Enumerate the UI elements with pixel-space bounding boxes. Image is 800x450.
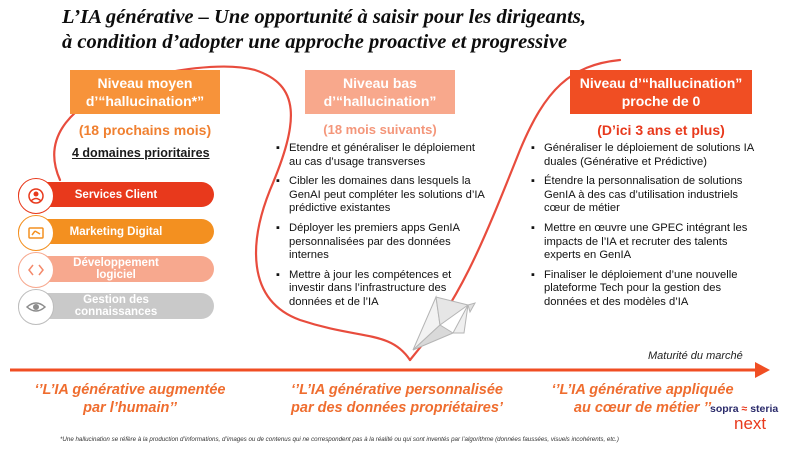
- footnote: *Une hallucination se réfère à la production d’informations, d’images ou de contenus qui ne correspondent pas à la réalité ou qui sont inventés par l’algorithme (données faussées, visuels incohérents, etc.): [60, 436, 619, 443]
- list-item: ▪ Généraliser le déploiement de solutions IA duales (Générative et Prédictive): [531, 142, 763, 169]
- bottom-statement-3: ‘’L’IA générative appliquée au cœur de métier ’’: [551, 382, 734, 416]
- level-box-low: Niveau bas d’“hallucination”: [305, 70, 455, 114]
- list-item: ▪ Cibler les domaines dans lesquels la GenAI peut compléter les solutions d’IA prédictive existantes: [276, 175, 486, 216]
- level-box-near-zero: Niveau d’“hallucination” proche de 0: [570, 70, 752, 114]
- eye-icon: [18, 289, 54, 325]
- bullets-column-2: [276, 142, 486, 316]
- period-label: (D’ici 3 ans et plus): [597, 122, 725, 138]
- customer-service-icon: [18, 178, 54, 214]
- list-item: ▪ Mettre en œuvre une GPEC intégrant les impacts de l’IA et recruter des talents experts en GenIA: [531, 222, 763, 263]
- code-icon: [18, 252, 54, 288]
- domains-heading: 4 domaines prioritaires: [72, 146, 210, 160]
- domain-pill-software: Développement logiciel: [18, 256, 214, 282]
- bullets-column-3: [531, 142, 763, 316]
- domain-pill-marketing: Marketing Digital: [18, 219, 214, 244]
- list-item: ▪ Etendre et généraliser le déploiement au cas d’usage transverses: [276, 142, 486, 169]
- bottom-statement-2: ‘’L’IA générative personnalisée par des données propriétaires’: [291, 382, 503, 416]
- bottom-statement-1: ‘’L’IA générative augmentée par l’humain’’: [34, 382, 226, 416]
- page-title: L’IA générative – Une opportunité à saisir pour les dirigeants, à condition d’adopter une approche proactive et progressive: [62, 6, 586, 53]
- sopra-steria-next-logo: sopra ≈ steria next: [710, 403, 779, 433]
- axis-arrow-head: [755, 362, 770, 378]
- domain-pill-customer-service: Services Client: [18, 182, 214, 207]
- level-box-medium: Niveau moyen d’“hallucination*”: [70, 70, 220, 114]
- axis-label: Maturité du marché: [648, 350, 743, 362]
- list-item: ▪ Étendre la personnalisation de solutions GenIA à des cas d’utilisation industriels cœur de métier: [531, 175, 763, 216]
- period-label: (18 mois suivants): [323, 122, 437, 137]
- marketing-icon: [18, 215, 54, 251]
- list-item: ▪ Mettre à jour les compétences et investir dans l’infrastructure des données et de l’IA: [276, 269, 486, 310]
- list-item: ▪ Déployer les premiers apps GenIA personnalisées par des données internes: [276, 222, 486, 263]
- list-item: ▪ Finaliser le déploiement d’une nouvelle plateforme Tech pour la gestion des données et des modèles d’IA: [531, 269, 763, 310]
- period-label: (18 prochains mois): [78, 122, 212, 138]
- domain-pill-knowledge: Gestion des connaissances: [18, 293, 214, 319]
